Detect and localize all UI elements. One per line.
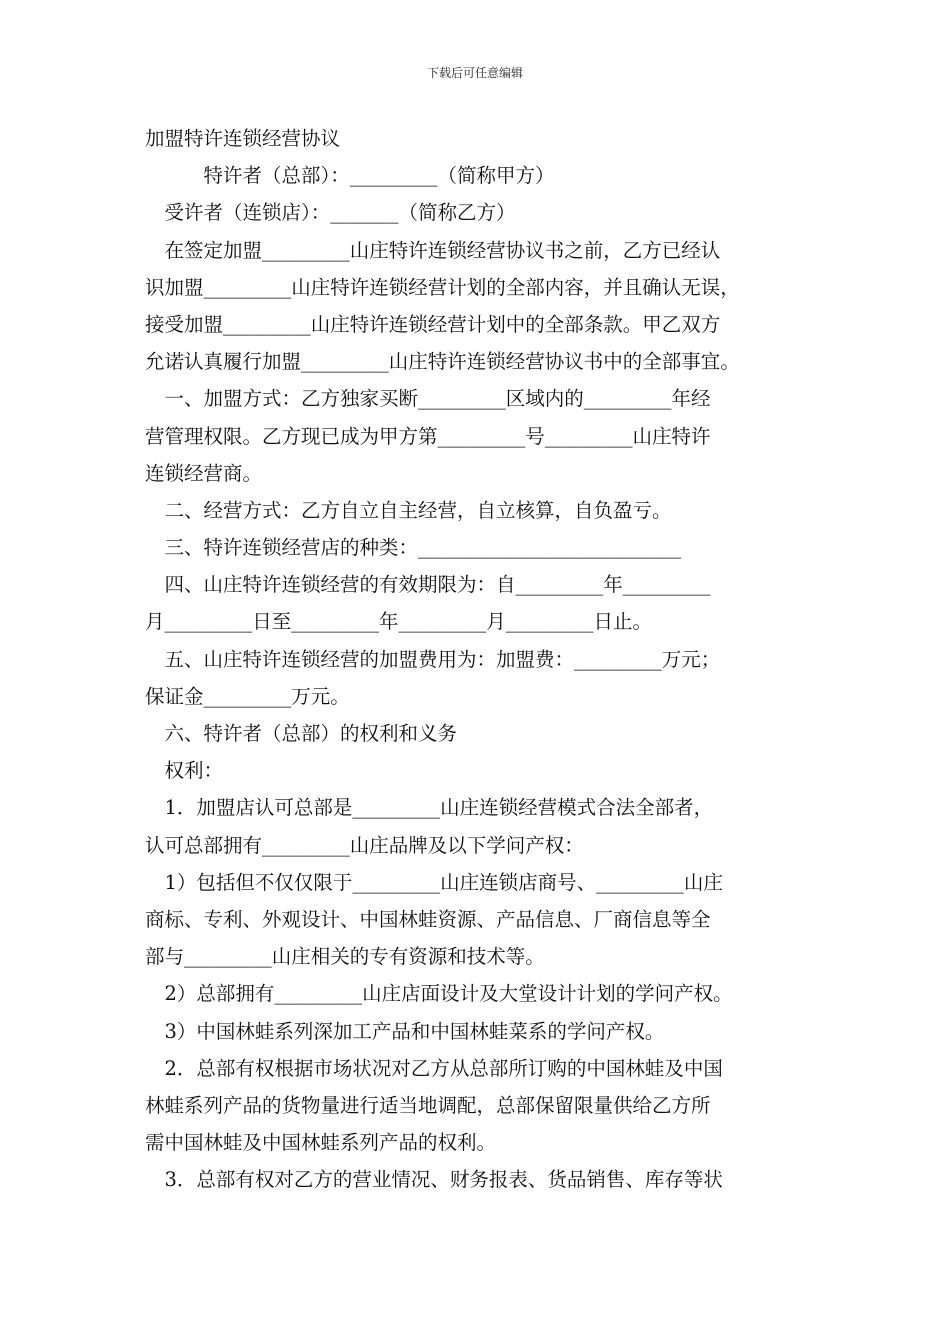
text-line: 保证金_________万元。	[145, 684, 350, 708]
section-1-line: 一、加盟方式：乙方独家买断_________区域内的_________年经	[145, 387, 711, 411]
text-line: 1．加盟店认可总部是_________山庄连锁经营模式合法全部者，	[145, 796, 714, 820]
text-line: 林蛙系列产品的货物量进行适当地调配，总部保留限量供给乙方所	[145, 1093, 711, 1117]
text-line: 2）总部拥有_________山庄店面设计及大堂设计计划的学问产权。	[145, 982, 733, 1006]
text-line: 在签定加盟_________山庄特许连锁经营协议书之前，乙方已经认	[145, 238, 721, 262]
text-line: 2．总部有权根据市场状况对乙方从总部所订购的中国林蛙及中国	[145, 1056, 723, 1080]
franchisor-line: 特许者（总部）：_________（简称甲方）	[145, 164, 555, 188]
section-6-heading: 六、特许者（总部）的权利和义务	[145, 722, 458, 745]
section-4-line: 四、山庄特许连锁经营的有效期限为：自_________年_________	[145, 573, 711, 597]
text-line: 需中国林蛙及中国林蛙系列产品的权利。	[145, 1131, 497, 1155]
text-line: 接受加盟_________山庄特许连锁经营计划中的全部条款。甲乙双方	[145, 312, 721, 336]
document-body	[145, 120, 815, 1198]
text-line: 3．总部有权对乙方的营业情况、财务报表、货品销售、库存等状	[145, 1168, 723, 1192]
section-3-line: 三、特许连锁经营店的种类：___________________________	[145, 536, 682, 560]
document-title: 加盟特许连锁经营协议	[145, 127, 341, 150]
section-2-line: 二、经营方式：乙方自立自主经营，自立核算，自负盈亏。	[145, 498, 672, 522]
section-5-line: 五、山庄特许连锁经营的加盟费用为：加盟费：_________万元；	[145, 647, 721, 671]
text-line: 3）中国林蛙系列深加工产品和中国林蛙菜系的学问产权。	[145, 1019, 665, 1043]
text-line: 商标、专利、外观设计、中国林蛙资源、产品信息、厂商信息等全	[145, 907, 711, 931]
text-line: 部与_________山庄相关的专有资源和技术等。	[145, 945, 545, 969]
text-line: 连锁经营商。	[145, 461, 263, 485]
text-line: 识加盟_________山庄特许连锁经营计划的全部内容，并且确认无误，	[145, 275, 740, 299]
franchisee-line: 受许者（连锁店）：_______（简称乙方）	[145, 201, 516, 225]
text-line: 允诺认真履行加盟_________山庄特许连锁经营协议书中的全部事宜。	[145, 350, 740, 374]
text-line: 认可总部拥有_________山庄品牌及以下学问产权：	[145, 833, 584, 857]
text-line: 月_________日至_________年_________月_________日止。	[145, 610, 653, 634]
text-line: 1）包括但不仅仅限于_________山庄连锁店商号、_________山庄	[145, 870, 723, 894]
text-line: 营管理权限。乙方现已成为甲方第_________号_________山庄特许	[145, 424, 711, 448]
rights-heading: 权利：	[145, 759, 224, 783]
page-header: 下载后可任意编辑	[426, 66, 523, 80]
